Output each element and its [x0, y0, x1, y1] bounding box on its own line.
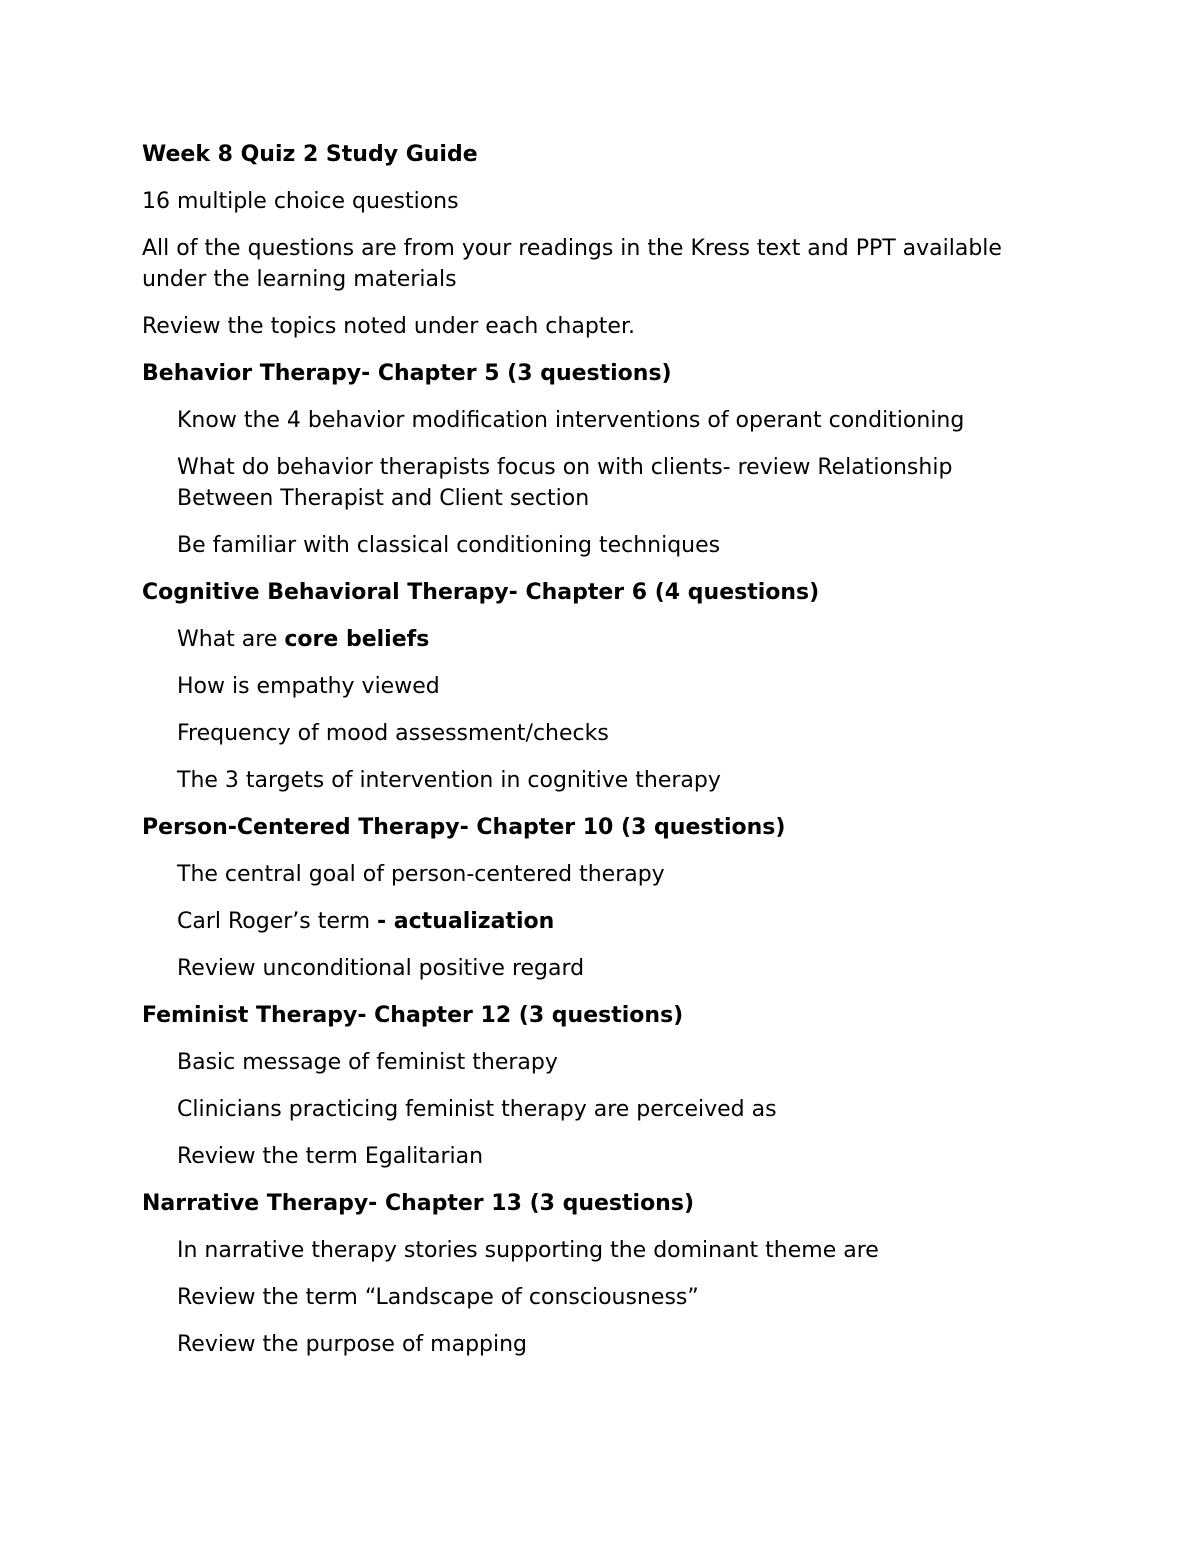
- list-item: Basic message of feminist therapy: [177, 1050, 558, 1075]
- list-item: How is empathy viewed: [177, 674, 440, 699]
- list-item: Clinicians practicing feminist therapy are perceived as: [177, 1097, 777, 1122]
- list-item: [142, 906, 1042, 937]
- list-item: Frequency of mood assessment/checks: [177, 721, 609, 746]
- section-heading-cbt: Cognitive Behavioral Therapy- Chapter 6 (4 questions): [142, 580, 820, 605]
- section-heading-narrative: Narrative Therapy- Chapter 13 (3 questions): [142, 1191, 694, 1216]
- intro-instruction: Review the topics noted under each chapter.: [142, 314, 635, 339]
- section-heading-behavior-therapy: Behavior Therapy- Chapter 5 (3 questions): [142, 361, 672, 386]
- list-item-text: What are: [177, 627, 285, 652]
- section-heading-feminist: Feminist Therapy- Chapter 12 (3 questions): [142, 1003, 684, 1028]
- list-item: Review unconditional positive regard: [177, 956, 585, 981]
- intro-source-note: All of the questions are from your readings in the Kress text and PPT available under the learning materials: [142, 236, 1002, 292]
- list-item: The 3 targets of intervention in cognitive therapy: [177, 768, 721, 793]
- list-item: Know the 4 behavior modification interventions of operant conditioning: [177, 408, 965, 433]
- list-item-emphasis: - actualization: [377, 909, 555, 934]
- list-item: The central goal of person-centered therapy: [177, 862, 665, 887]
- list-item: In narrative therapy stories supporting the dominant theme are: [177, 1238, 879, 1263]
- list-item: Be familiar with classical conditioning techniques: [177, 533, 721, 558]
- section-heading-person-centered: Person-Centered Therapy- Chapter 10 (3 questions): [142, 815, 786, 840]
- intro-question-count: 16 multiple choice questions: [142, 189, 459, 214]
- list-item-emphasis: core beliefs: [284, 627, 430, 652]
- list-item-text: Carl Roger’s term: [177, 909, 377, 934]
- list-item: What do behavior therapists focus on with clients- review Relationship Between Therapist and Client section: [177, 455, 953, 511]
- document-body: [142, 139, 1042, 1376]
- page-title: Week 8 Quiz 2 Study Guide: [142, 142, 478, 167]
- list-item: Review the term Egalitarian: [177, 1144, 484, 1169]
- list-item: [142, 624, 1042, 655]
- list-item: Review the term “Landscape of consciousness”: [177, 1285, 699, 1310]
- list-item: Review the purpose of mapping: [177, 1332, 528, 1357]
